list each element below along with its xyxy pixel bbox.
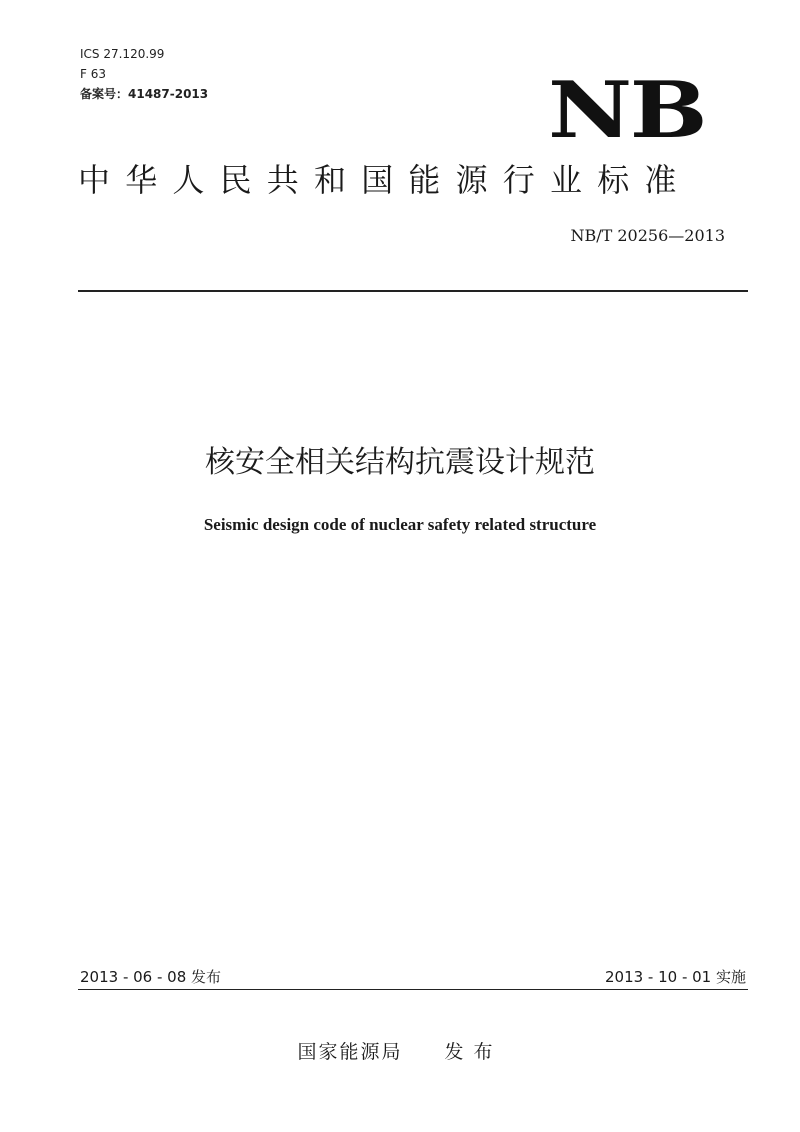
publisher-action: 发布 <box>444 1041 503 1063</box>
filing-number: 备案号：41487-2013 <box>80 87 209 101</box>
ics-code: ICS 27.120.99 <box>80 47 165 61</box>
issue-date: 2013 - 06 - 08 发布 <box>80 968 222 986</box>
standard-category: 中华人民共和国能源行业标准 <box>78 161 692 199</box>
publisher-name: 国家能源局 <box>297 1041 403 1063</box>
top-divider <box>78 290 748 292</box>
publisher-line <box>0 1038 800 1066</box>
bottom-divider <box>78 989 748 990</box>
nb-logo: NB <box>548 65 706 156</box>
classification-block <box>80 44 208 104</box>
standard-number: NB/T 20256—2013 <box>570 226 725 245</box>
title-chinese: 核安全相关结构抗震设计规范 <box>205 445 595 480</box>
effective-date: 2013 - 10 - 01 实施 <box>604 968 746 986</box>
title-english: Seismic design code of nuclear safety related structure <box>203 515 597 534</box>
ccs-code: F 63 <box>80 67 106 81</box>
